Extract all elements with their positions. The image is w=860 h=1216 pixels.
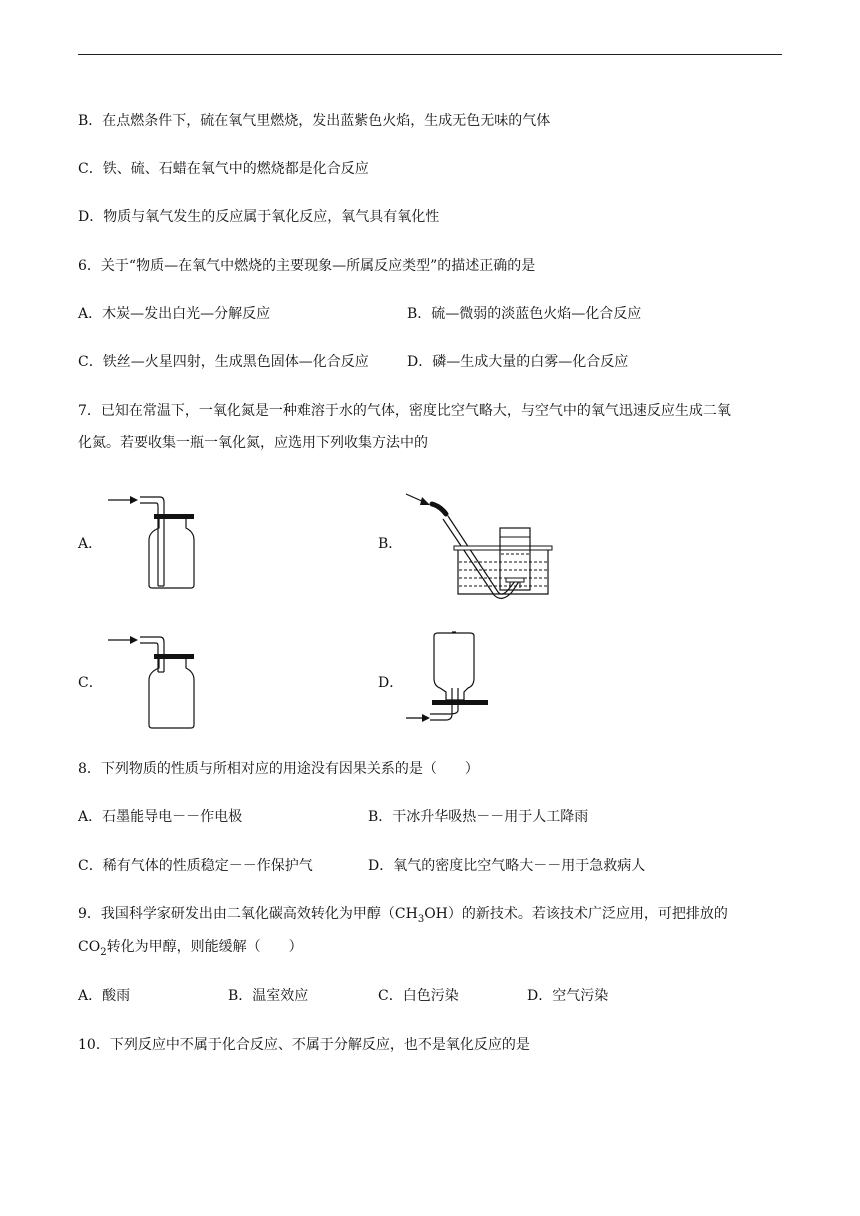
header-rule <box>78 54 782 55</box>
q5-option-c: C．铁、硫、石蜡在氧气中的燃烧都是化合反应 <box>78 161 369 177</box>
q9-option-a: A．酸雨 <box>78 988 131 1004</box>
q5-option-b: B．在点燃条件下，硫在氧气里燃烧，发出蓝紫色火焰，生成无色无味的气体 <box>78 113 551 129</box>
q9-stem-line2: $CO_2$转化为甲醇，则能缓解（ ） <box>78 939 303 958</box>
q7-apparatus-d-inverted-bottle <box>400 630 492 730</box>
q7-apparatus-b-water-displacement <box>402 484 558 602</box>
q9-option-b: B．温室效应 <box>228 988 309 1004</box>
q9-stem-line1: 9．我国科学家研发出由二氧化碳高效转化为甲醇$(CH_3OH)$的新技术。若该技术广泛应用，可把排放的 <box>78 906 728 925</box>
q9-option-c: C．白色污染 <box>378 988 459 1004</box>
q8-option-a: A．石墨能导电－－作电极 <box>78 809 243 825</box>
q7-apparatus-c-bottle-short-tube <box>104 628 204 732</box>
q6-option-c: C．铁丝—火星四射，生成黑色固体—化合反应 <box>78 354 369 370</box>
q8-option-c: C．稀有气体的性质稳定－－作保护气 <box>78 858 313 874</box>
q8-option-b: B．干冰升华吸热－－用于人工降雨 <box>368 809 589 825</box>
q6-option-a: A．木炭—发出白光—分解反应 <box>78 306 271 322</box>
q6-stem: 6．关于“物质—在氧气中燃烧的主要现象—所属反应类型”的描述正确的是 <box>78 258 536 274</box>
q7-stem-line2: 化氮。若要收集一瓶一氧化氮，应选用下列收集方法中的 <box>78 435 428 451</box>
q7-option-b-label: B． <box>378 536 403 552</box>
q8-stem: 8．下列物质的性质与所相对应的用途没有因果关系的是（ ） <box>78 761 479 777</box>
q5-option-d: D．物质与氧气发生的反应属于氧化反应，氧气具有氧化性 <box>78 209 440 225</box>
q7-option-c-label: C． <box>78 675 103 691</box>
q9-option-d: D．空气污染 <box>527 988 609 1004</box>
q8-option-d: D．氧气的密度比空气略大－－用于急救病人 <box>368 858 646 874</box>
q7-option-a-label: A． <box>78 536 103 552</box>
q7-apparatus-a-bottle-long-tube <box>104 488 204 592</box>
q6-option-b: B．硫—微弱的淡蓝色火焰—化合反应 <box>407 306 642 322</box>
q7-stem-line1: 7．已知在常温下，一氧化氮是一种难溶于水的气体，密度比空气略大，与空气中的氧气迅速反应生成二氧 <box>78 403 731 419</box>
q10-stem: 10．下列反应中不属于化合反应、不属于分解反应，也不是氧化反应的是 <box>78 1037 530 1053</box>
q7-option-d-label: D． <box>378 675 404 691</box>
q6-option-d: D．磷—生成大量的白雾—化合反应 <box>407 354 629 370</box>
